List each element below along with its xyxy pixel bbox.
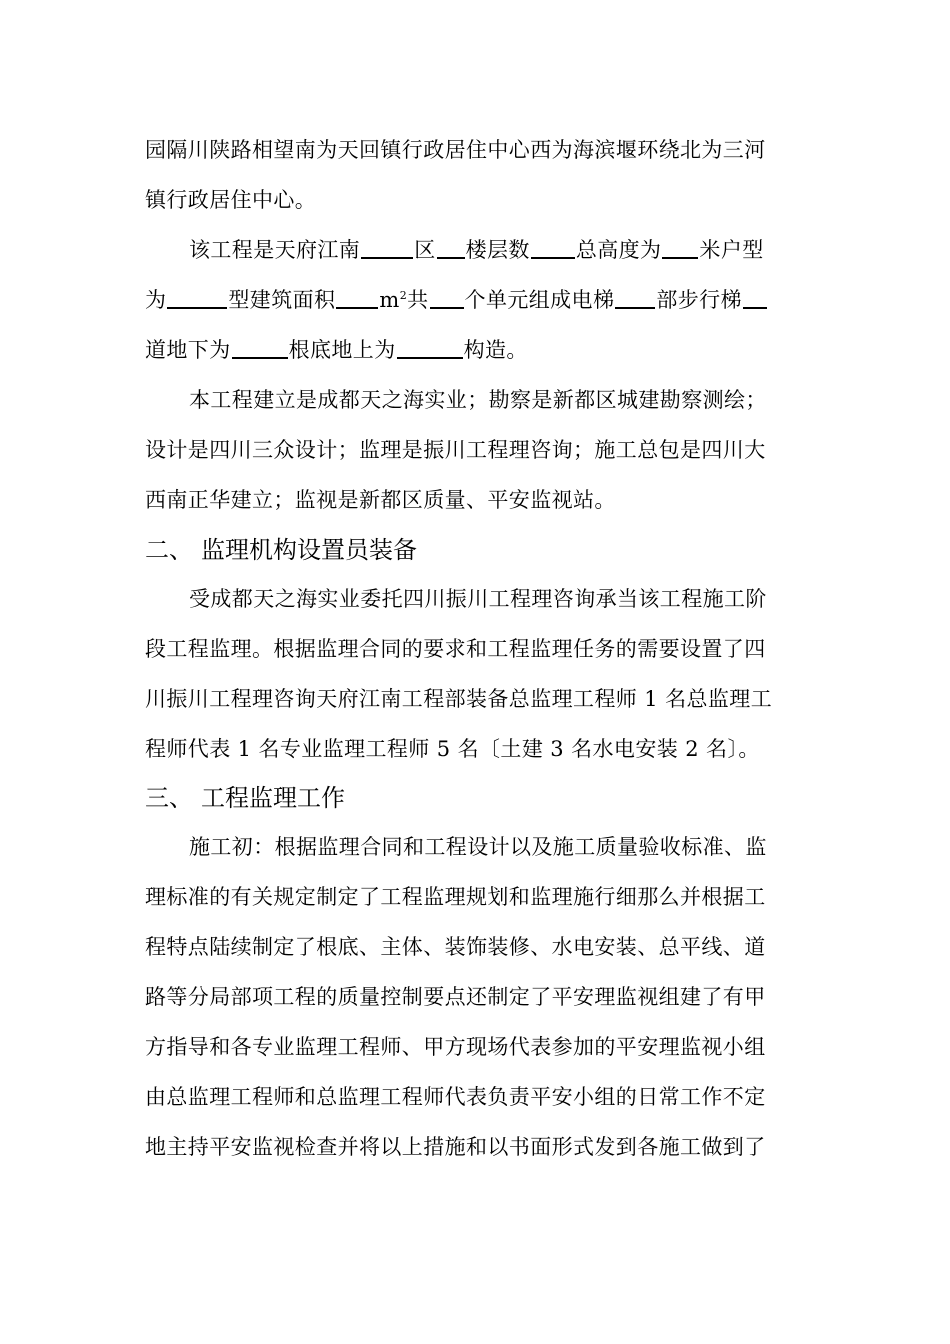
- section-2-line-2: 段工程监理。根据监理合同的要求和工程监理任务的需要设置了四: [145, 637, 766, 661]
- fill-blank: [531, 235, 575, 259]
- section-title: 监理机构设置员装备: [201, 536, 417, 564]
- parties-line-2: 设计是四川三众设计；监理是振川工程理咨询；施工总包是四川大: [145, 438, 766, 462]
- project-text: 部步行梯: [656, 288, 742, 312]
- fill-blank: [743, 285, 767, 309]
- project-text: 楼层数: [465, 238, 530, 262]
- area-unit: m: [379, 288, 400, 312]
- intro-line-2: 镇行政居住中心。: [145, 188, 317, 212]
- section-3-line-7: 地主持平安监视检查并将以上措施和以书面形式发到各施工做到了: [145, 1135, 766, 1159]
- project-text: 个单元组成电梯: [464, 288, 615, 312]
- section-title: 工程监理工作: [201, 784, 345, 812]
- project-text: 型建筑面积: [228, 288, 336, 312]
- project-line-3: [145, 335, 805, 365]
- project-text: 总高度为: [575, 238, 662, 262]
- project-line-2: [145, 285, 805, 315]
- section-3-line-1: 施工初：根据监理合同和工程设计以及施工质量验收标准、监: [189, 835, 767, 859]
- project-text: 米户型: [699, 238, 764, 262]
- section-2-line-4: 程师代表 1 名专业监理工程师 5 名〔土建 3 名水电安装 2 名〕。: [145, 737, 760, 761]
- fill-blank: [430, 285, 464, 309]
- project-text: 区: [414, 238, 436, 262]
- project-text: 根底地上为: [288, 338, 396, 362]
- section-2-line-1: 受成都天之海实业委托四川振川工程理咨询承当该工程施工阶: [189, 587, 767, 611]
- section-3-heading: [145, 781, 345, 815]
- project-text: 该工程是天府江南: [189, 238, 361, 262]
- project-text: 为: [145, 288, 167, 312]
- parties-line-1: 本工程建立是成都天之海实业；勘察是新都区城建勘察测绘；: [189, 388, 767, 412]
- parties-line-3: 西南正华建立；监视是新都区质量、平安监视站。: [145, 488, 616, 512]
- fill-blank: [662, 235, 698, 259]
- fill-blank: [232, 335, 288, 359]
- project-text: 共: [407, 288, 429, 312]
- fill-blank: [336, 285, 378, 309]
- section-3-line-6: 由总监理工程师和总监理工程师代表负责平安小组的日常工作不定: [145, 1085, 766, 1109]
- section-number: 三、: [145, 784, 193, 812]
- section-2-line-3: 川振川工程理咨询天府江南工程部装备总监理工程师 1 名总监理工: [145, 687, 773, 711]
- fill-blank: [397, 335, 463, 359]
- fill-blank: [437, 235, 465, 259]
- section-number: 二、: [145, 536, 193, 564]
- section-3-line-2: 理标准的有关规定制定了工程监理规划和监理施行细那么并根据工: [145, 885, 766, 909]
- fill-blank: [167, 285, 227, 309]
- intro-line-1: 园隔川陕路相望南为天回镇行政居住中心西为海滨堰环绕北为三河: [145, 138, 766, 162]
- area-unit-exponent: 2: [399, 289, 408, 302]
- section-3-line-5: 方指导和各专业监理工程师、甲方现场代表参加的平安理监视小组: [145, 1035, 766, 1059]
- project-text: 道地下为: [145, 338, 231, 362]
- project-text: 构造。: [463, 338, 528, 362]
- section-3-line-4: 路等分局部项工程的质量控制要点还制定了平安理监视组建了有甲: [145, 985, 766, 1009]
- fill-blank: [361, 235, 413, 259]
- fill-blank: [615, 285, 655, 309]
- project-line-1: [189, 235, 849, 265]
- section-3-line-3: 程特点陆续制定了根底、主体、装饰装修、水电安装、总平线、道: [145, 935, 766, 959]
- section-2-heading: [145, 533, 417, 567]
